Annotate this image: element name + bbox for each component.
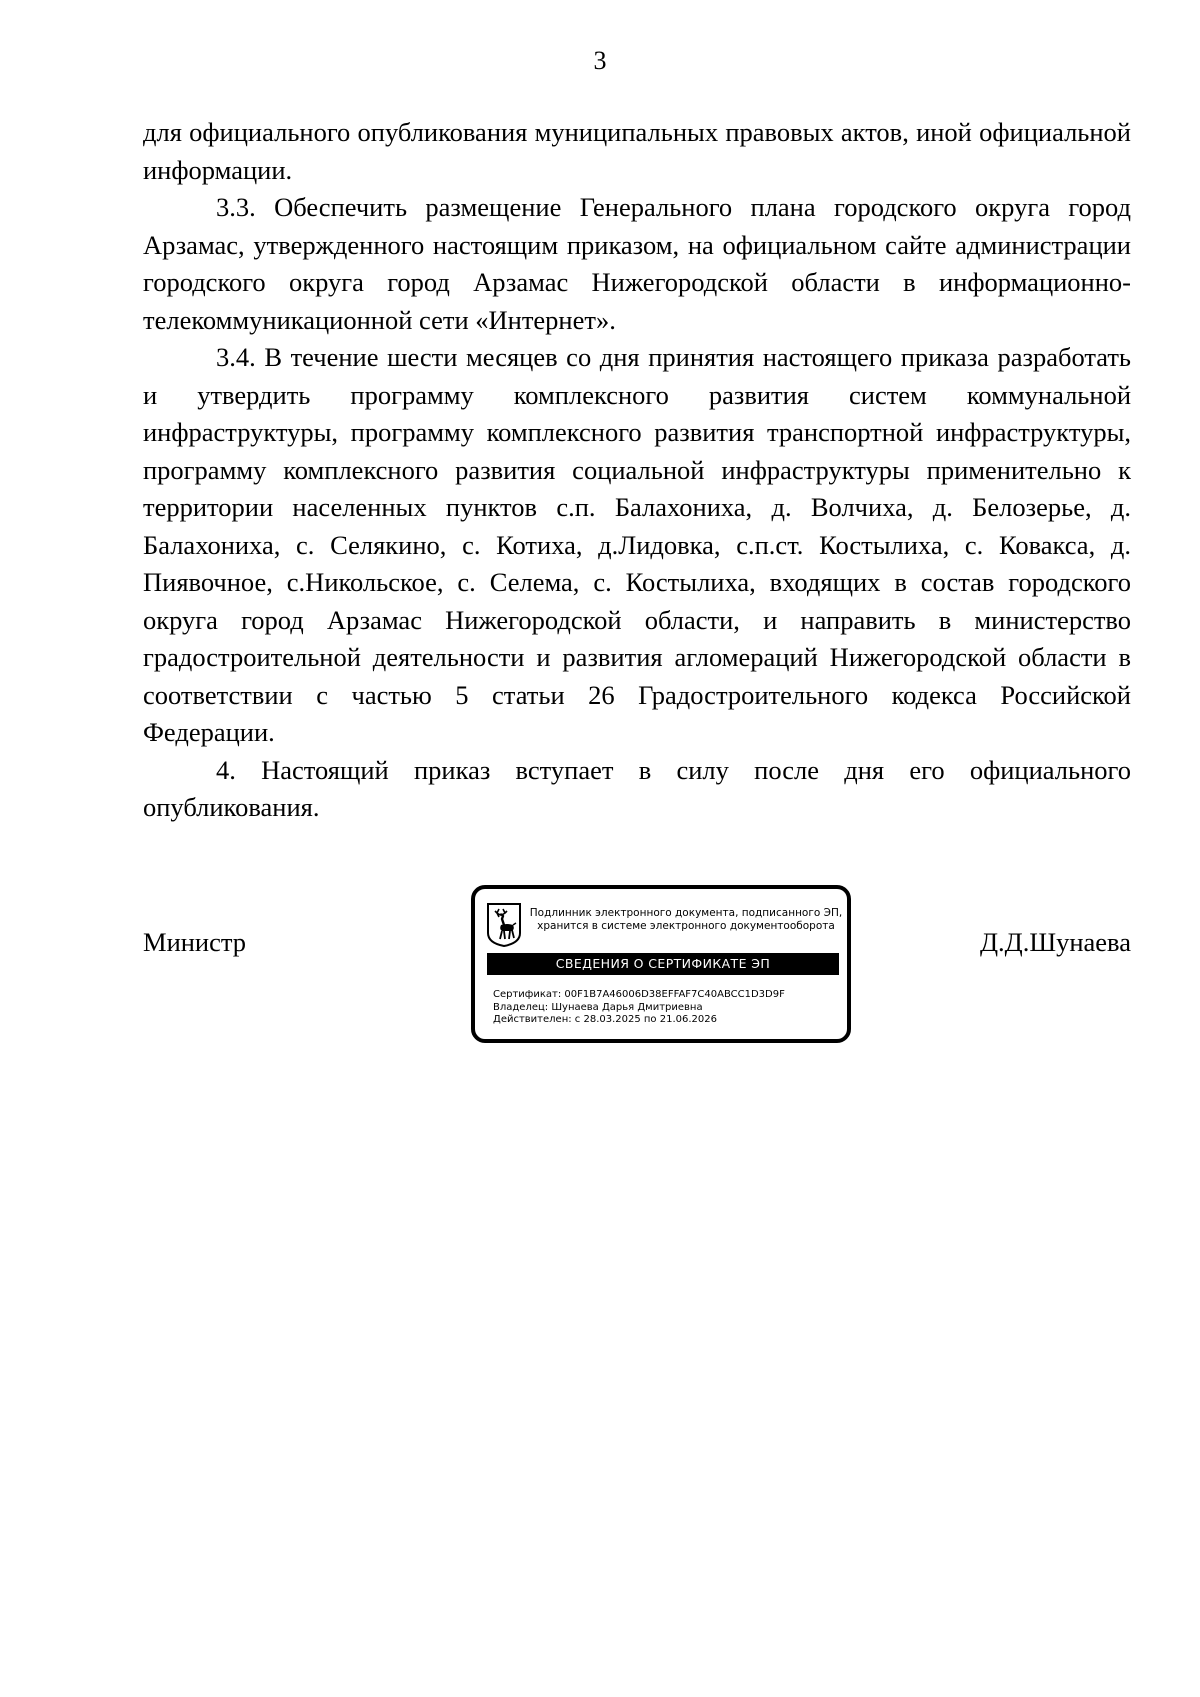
page-number: 3 [593, 46, 607, 75]
signer-position: Министр [143, 927, 247, 957]
signer-name: Д.Д.Шунаева [979, 927, 1131, 957]
signature-block [143, 885, 1131, 1051]
paragraph-4: 4. Настоящий приказ вступает в силу после дня его официального опубликования. [143, 754, 1131, 822]
stamp-details [493, 989, 843, 1027]
certificate-owner: Владелец: Шунаева Дарья Дмитриевна [493, 1001, 703, 1013]
stamp-header-line2: хранится в системе электронного документооборота [537, 920, 835, 932]
electronic-signature-stamp [471, 885, 851, 1043]
certificate-number: Сертификат: 00F1B7A46006D38EFFAF7C40ABCC1D3D9F [493, 989, 785, 1000]
paragraph-continuation: для официального опубликования муниципальных правовых актов, иной официальной информации. [143, 117, 1131, 185]
stamp-title-bar: СВЕДЕНИЯ О СЕРТИФИКАТЕ ЭП [487, 953, 839, 975]
document-body [143, 114, 1131, 827]
stamp-header [527, 907, 845, 933]
certificate-validity: Действителен: с 28.03.2025 по 21.06.2026 [493, 1014, 717, 1025]
stamp-header-line1: Подлинник электронного документа, подписанного ЭП, [529, 907, 843, 919]
deer-emblem-icon [487, 903, 521, 947]
paragraph-3-4: 3.4. В течение шести месяцев со дня принятия настоящего приказа разработать и утвердить программу комплексного развития систем коммунальной инфраструктуры, программу комплексного развития транспортной инфраструктуры, программу комплексного развития социальной инфраструктуры применительно к территории населенных пунктов с.п. Балахониха, д. Волчиха, д. Белозерье, д. Балахониха, с. Селякино, с. Котиха, д.Лидовка, с.п.ст. Костылиха, с. Ковакса, д. Пиявочное, с.Никольское, с. Селема, с. Костылиха, входящих в состав городского округа город Арзамас Нижегородской области, и направить в министерство градостроительной деятельности и развития агломераций Нижегородской области в соответствии с частью 5 статьи 26 Градостроительного кодекса Российской Федерации. [143, 342, 1131, 747]
paragraph-3-3: 3.3. Обеспечить размещение Генерального плана городского округа город Арзамас, утвержденного настоящим приказом, на официальном сайте администрации городского округа город Арзамас Нижегородской области в информационно-телекоммуникационной сети «Интернет». [143, 192, 1131, 335]
